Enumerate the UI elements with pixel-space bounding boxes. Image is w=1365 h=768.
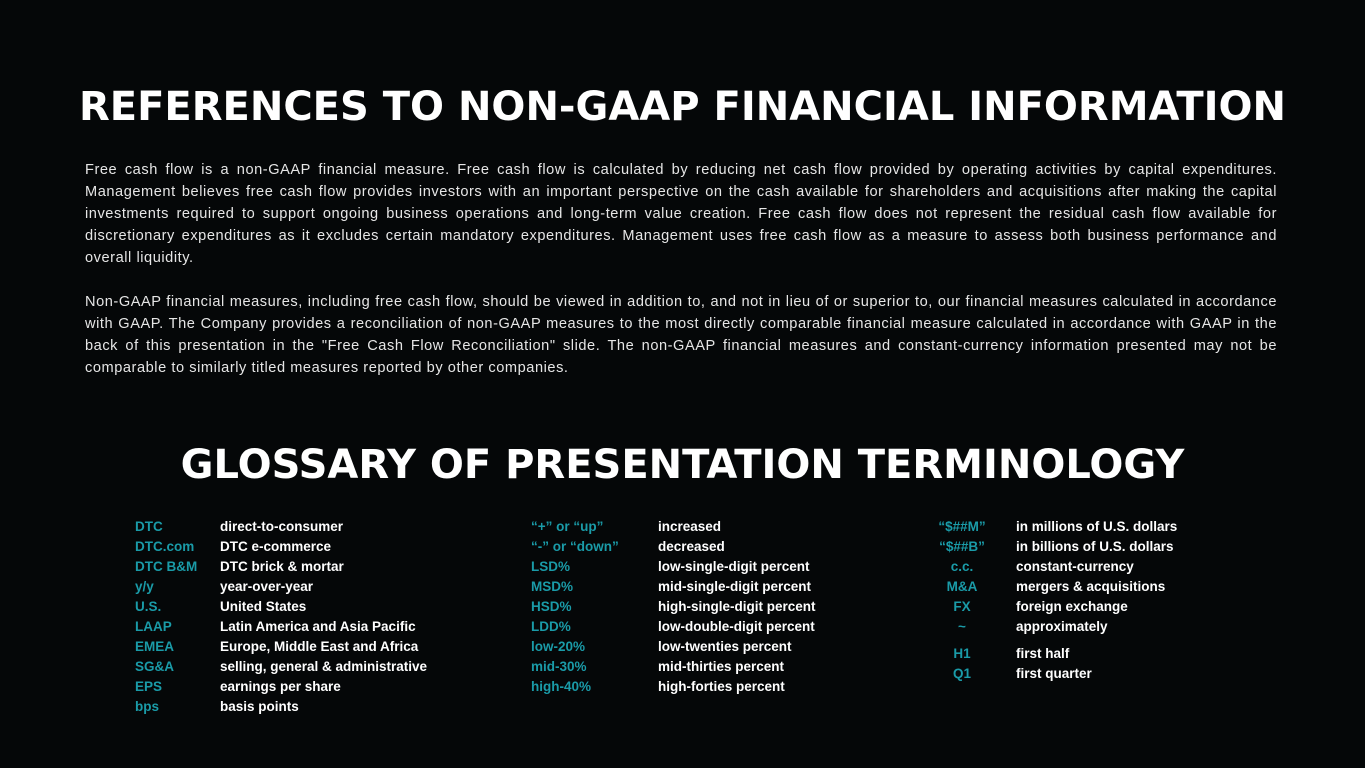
glossary-term: LDD% bbox=[531, 618, 571, 634]
non-gaap-disclaimer-paragraph: Non-GAAP financial measures, including free cash flow, should be viewed in addition to, and not in lieu of or superior to, our financial measures calculated in accordance with GAAP. The Company provides a reconciliation of non-GAAP measures to the most directly comparable financial measure calculated in accordance with GAAP in the back of this presentation in the "Free Cash Flow Reconciliation" slide. The non-GAAP financial measures and constant-currency information presented may not be comparable to similarly titled measures reported by other companies. bbox=[85, 294, 1277, 376]
glossary-definition: DTC e-commerce bbox=[220, 538, 332, 554]
glossary-entry bbox=[135, 536, 427, 556]
glossary-column-2 bbox=[531, 516, 816, 696]
glossary-definition: basis points bbox=[220, 698, 299, 714]
glossary-term: DTC.com bbox=[135, 538, 195, 554]
glossary-entry bbox=[135, 676, 427, 696]
glossary-definition: mid-thirties percent bbox=[658, 658, 785, 674]
glossary-term: “$##B” bbox=[939, 538, 985, 554]
glossary-definition: low-single-digit percent bbox=[658, 558, 810, 574]
glossary-entry bbox=[135, 576, 427, 596]
references-title: REFERENCES TO NON-GAAP FINANCIAL INFORMATION bbox=[78, 84, 1287, 130]
glossary-entry bbox=[925, 536, 1177, 556]
glossary-entry bbox=[135, 616, 427, 636]
glossary-term: LAAP bbox=[135, 618, 172, 634]
glossary-term: DTC bbox=[135, 518, 163, 534]
glossary-definition: low-double-digit percent bbox=[658, 618, 815, 634]
glossary-entry bbox=[531, 656, 816, 676]
glossary-definition: DTC brick & mortar bbox=[220, 558, 344, 574]
glossary-term: Q1 bbox=[952, 665, 971, 681]
glossary-definition: direct-to-consumer bbox=[220, 518, 344, 534]
glossary-definition: selling, general & administrative bbox=[220, 658, 428, 674]
glossary-entry bbox=[135, 596, 427, 616]
glossary-term: H1 bbox=[953, 645, 971, 661]
glossary-term: EPS bbox=[135, 678, 163, 694]
glossary-column-1 bbox=[135, 516, 427, 716]
glossary-term: HSD% bbox=[531, 598, 572, 614]
glossary-definition: decreased bbox=[658, 538, 725, 554]
glossary-definition: year-over-year bbox=[220, 578, 314, 594]
glossary-entry bbox=[925, 616, 1177, 636]
glossary-definition: high-forties percent bbox=[658, 678, 785, 694]
glossary-definition: high-single-digit percent bbox=[658, 598, 816, 614]
glossary-entry bbox=[531, 556, 816, 576]
glossary-definition: approximately bbox=[1016, 618, 1108, 634]
glossary-entry bbox=[531, 676, 816, 696]
glossary-definition: Europe, Middle East and Africa bbox=[220, 638, 419, 654]
glossary-term: high-40% bbox=[531, 678, 592, 694]
glossary-entry bbox=[135, 696, 427, 716]
glossary-entry bbox=[531, 536, 816, 556]
glossary-entry bbox=[925, 516, 1177, 536]
glossary-definition: first half bbox=[1016, 645, 1070, 661]
glossary-definition: low-twenties percent bbox=[658, 638, 792, 654]
glossary-term: M&A bbox=[946, 578, 978, 594]
glossary-entry bbox=[531, 596, 816, 616]
glossary-term: y/y bbox=[135, 578, 154, 594]
glossary-term: LSD% bbox=[531, 558, 571, 574]
glossary-term: c.c. bbox=[950, 558, 974, 574]
free-cash-flow-paragraph: Free cash flow is a non-GAAP financial measure. Free cash flow is calculated by reducing net cash flow provided by operating activities by capital expenditures. Management believes free cash flow provides investors with an important perspective on the cash available for shareholders and acquisitions after making the capital investments required to support ongoing business operations and long-term value creation. Free cash flow does not represent the residual cash flow available for discretionary expenditures as it excludes certain mandatory expenditures. Management uses free cash flow as a measure to assess both business performance and overall liquidity. bbox=[85, 162, 1277, 266]
glossary-term: low-20% bbox=[531, 638, 586, 654]
glossary-term: MSD% bbox=[531, 578, 574, 594]
glossary-definition: in billions of U.S. dollars bbox=[1016, 538, 1174, 554]
glossary-entry bbox=[925, 663, 1177, 683]
glossary-term: “-” or “down” bbox=[531, 538, 619, 554]
glossary-entry bbox=[135, 636, 427, 656]
glossary-definition: increased bbox=[658, 518, 722, 534]
glossary-term: U.S. bbox=[135, 598, 162, 614]
glossary-term: mid-30% bbox=[531, 658, 587, 674]
glossary-term: SG&A bbox=[135, 658, 175, 674]
glossary-term: DTC B&M bbox=[135, 558, 198, 574]
glossary-definition: Latin America and Asia Pacific bbox=[220, 618, 416, 634]
glossary-entry bbox=[925, 576, 1177, 596]
glossary-term: bps bbox=[135, 698, 160, 714]
glossary-column-3 bbox=[925, 516, 1177, 683]
glossary-entry bbox=[531, 576, 816, 596]
glossary-entry bbox=[531, 616, 816, 636]
glossary-definition: mergers & acquisitions bbox=[1016, 578, 1166, 594]
glossary-entry bbox=[135, 656, 427, 676]
glossary-term: FX bbox=[953, 598, 971, 614]
glossary-term: EMEA bbox=[135, 638, 175, 654]
glossary-title: GLOSSARY OF PRESENTATION TERMINOLOGY bbox=[180, 442, 1185, 488]
glossary-term: “$##M” bbox=[938, 518, 986, 534]
glossary-definition: mid-single-digit percent bbox=[658, 578, 812, 594]
glossary-definition: first quarter bbox=[1016, 665, 1092, 681]
glossary-entry bbox=[531, 636, 816, 656]
glossary-entry bbox=[531, 516, 816, 536]
glossary-entry bbox=[925, 596, 1177, 616]
glossary-definition: constant-currency bbox=[1016, 558, 1134, 574]
glossary-definition: foreign exchange bbox=[1016, 598, 1128, 614]
glossary-entry bbox=[135, 516, 427, 536]
glossary-definition: earnings per share bbox=[220, 678, 341, 694]
glossary-term: “+” or “up” bbox=[531, 518, 604, 534]
glossary-entry bbox=[925, 556, 1177, 576]
glossary-term: ~ bbox=[958, 618, 966, 634]
glossary-definition: in millions of U.S. dollars bbox=[1016, 518, 1178, 534]
glossary-entry bbox=[135, 556, 427, 576]
glossary-definition: United States bbox=[220, 598, 307, 614]
glossary-entry bbox=[925, 643, 1177, 663]
